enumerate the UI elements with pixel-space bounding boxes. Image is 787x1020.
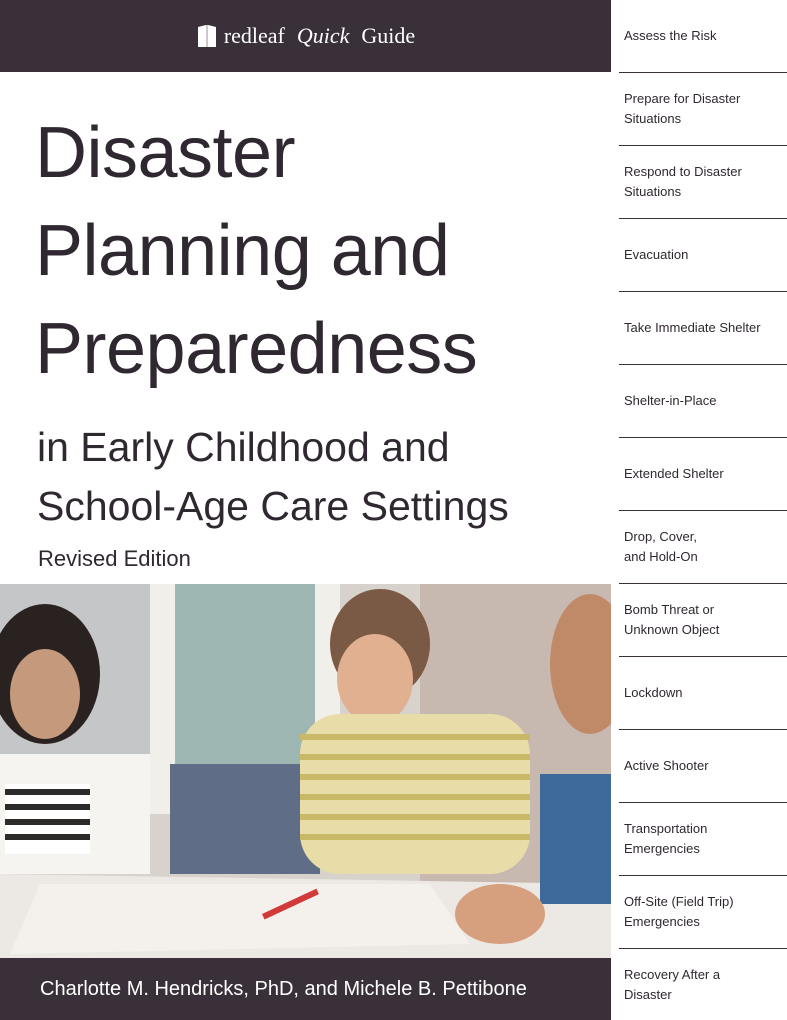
tab-label-line-2: Disaster bbox=[624, 986, 672, 1002]
tab-label-line-1: Evacuation bbox=[624, 247, 689, 262]
tab-label bbox=[624, 683, 774, 703]
tab-recovery-after-disaster bbox=[619, 949, 787, 1020]
tab-active-shooter bbox=[619, 730, 787, 803]
brand-name: redleaf bbox=[223, 23, 285, 48]
tab-label bbox=[624, 245, 774, 265]
brand-logo bbox=[196, 23, 415, 49]
tab-label bbox=[624, 162, 774, 202]
tab-label-line-1: Shelter-in-Place bbox=[624, 393, 717, 408]
brand-bar bbox=[0, 0, 611, 72]
tab-label bbox=[624, 527, 774, 567]
tab-label bbox=[624, 89, 774, 129]
tab-label-line-1: Take Immediate Shelter bbox=[624, 320, 761, 335]
authors: Charlotte M. Hendricks, PhD, and Michele B. Pettibone bbox=[40, 977, 527, 1000]
tab-label-line-1: Active Shooter bbox=[624, 758, 709, 773]
cover-photo bbox=[0, 584, 611, 958]
tab-label bbox=[624, 464, 774, 484]
tab-label-line-2: Situations bbox=[624, 184, 682, 199]
tab-label-line-1: Bomb Threat or bbox=[624, 602, 715, 617]
tab-label-line-2: Situations bbox=[624, 111, 682, 126]
tab-respond-to-disaster bbox=[619, 146, 787, 219]
tab-shelter-in-place bbox=[619, 365, 787, 438]
tab-prepare-for-disaster bbox=[619, 73, 787, 146]
tab-label-line-1: Recovery After a bbox=[624, 966, 721, 982]
tab-label bbox=[624, 892, 774, 932]
tab-label bbox=[624, 819, 774, 859]
tab-label-line-2: Emergencies bbox=[624, 914, 700, 929]
tab-label-line-2: Emergencies bbox=[624, 841, 700, 856]
tab-label-line-1: Off-Site (Field Trip) bbox=[624, 894, 734, 909]
tab-label bbox=[624, 600, 774, 640]
tab-label-line-2: Unknown Object bbox=[624, 622, 720, 637]
subtitle-line-1: in Early Childhood and bbox=[37, 424, 450, 470]
tab-label-line-1: Lockdown bbox=[624, 685, 683, 700]
title-line-1: Disaster bbox=[35, 113, 296, 193]
tab-label bbox=[624, 391, 774, 411]
author-bar bbox=[0, 958, 611, 1020]
tab-label bbox=[624, 318, 774, 338]
edition-label: Revised Edition bbox=[38, 546, 191, 571]
book-icon bbox=[196, 23, 218, 49]
tab-label-line-1: Transportation bbox=[624, 821, 708, 836]
tab-label-line-1: Assess the Risk bbox=[624, 28, 717, 43]
tab-off-site-emergencies bbox=[619, 876, 787, 949]
tab-take-immediate-shelter bbox=[619, 292, 787, 365]
title-line-2: Planning and bbox=[35, 211, 450, 291]
tab-label bbox=[624, 26, 774, 46]
cover-photo-illustration bbox=[0, 584, 611, 958]
tab-label-line-1: Drop, Cover, bbox=[624, 529, 697, 544]
tab-lockdown bbox=[619, 657, 787, 730]
tab-evacuation bbox=[619, 219, 787, 292]
book-subtitle bbox=[37, 418, 607, 536]
tab-label-line-2: and Hold-On bbox=[624, 549, 698, 564]
brand-quick: Quick bbox=[296, 23, 350, 48]
tab-transportation-emergencies bbox=[619, 803, 787, 876]
topic-tabs bbox=[619, 0, 787, 1020]
tab-assess-the-risk bbox=[619, 0, 787, 73]
tab-extended-shelter bbox=[619, 438, 787, 511]
tab-label bbox=[624, 756, 774, 776]
book-title bbox=[35, 104, 605, 398]
subtitle-line-2: School-Age Care Settings bbox=[37, 483, 509, 529]
tab-label-line-1: Extended Shelter bbox=[624, 466, 724, 481]
tab-label bbox=[624, 965, 774, 1005]
brand-guide: Guide bbox=[361, 23, 416, 48]
tab-label-line-1: Respond to Disaster bbox=[624, 164, 742, 179]
title-line-3: Preparedness bbox=[35, 309, 478, 389]
tab-drop-cover-hold-on bbox=[619, 511, 787, 584]
tab-bomb-threat bbox=[619, 584, 787, 657]
tab-label-line-1: Prepare for Disaster bbox=[624, 91, 741, 106]
